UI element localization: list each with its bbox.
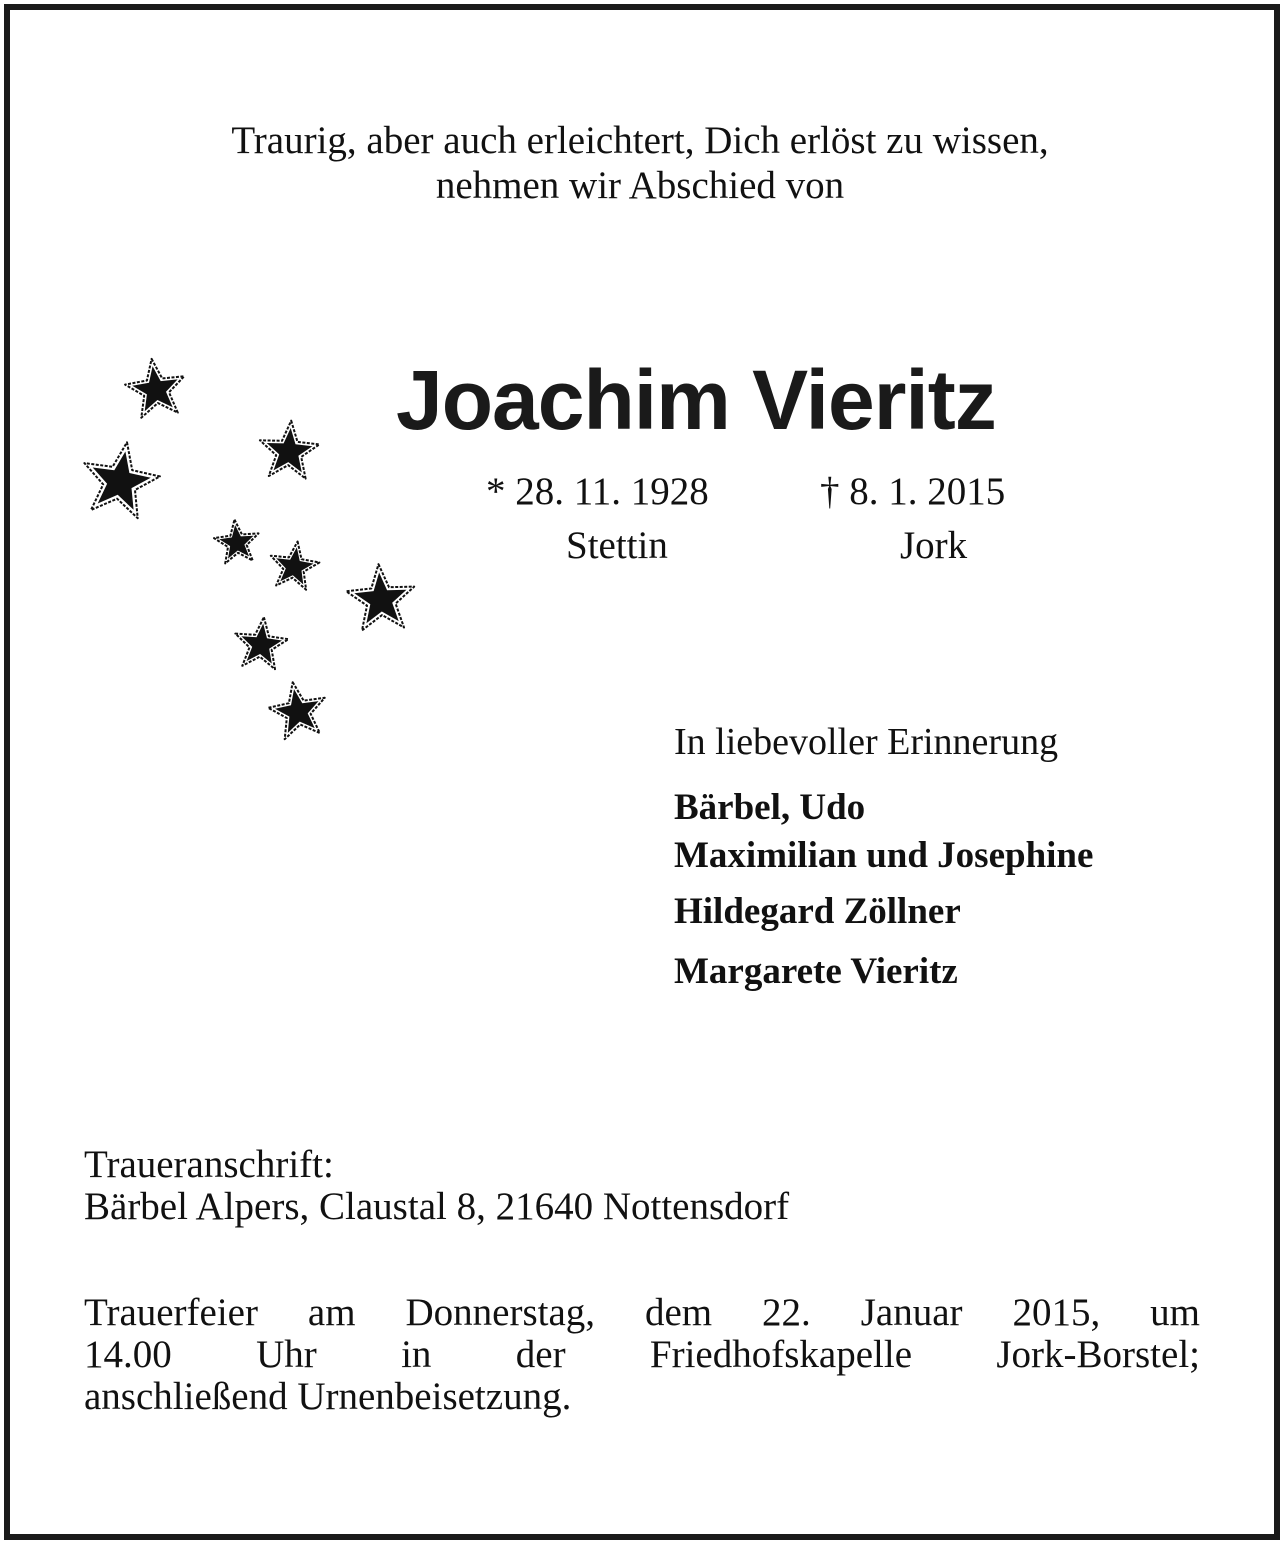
intro-line-1: Traurig, aber auch erleichtert, Dich erlöst zu wissen, bbox=[231, 119, 1049, 162]
address-value: Bärbel Alpers, Claustal 8, 21640 Nottensdorf bbox=[84, 1185, 790, 1228]
address-label: Traueranschrift: bbox=[84, 1143, 334, 1186]
mourner-name: Hildegard Zöllner bbox=[674, 891, 961, 932]
mourner-name: Bärbel, Udo bbox=[674, 787, 866, 828]
intro-text bbox=[0, 118, 1280, 208]
deceased-name: Joachim Vieritz bbox=[396, 353, 996, 447]
service-line-3: anschließend Urnenbeisetzung. bbox=[84, 1375, 572, 1418]
mourning-address bbox=[84, 1144, 789, 1228]
service-line-1: Trauerfeier am Donnerstag, dem 22. Januar 2015, um bbox=[84, 1291, 1200, 1334]
mourner-name: Maximilian und Josephine bbox=[674, 835, 1094, 876]
death-place: Jork bbox=[900, 524, 968, 567]
service-line-2: 14.00 Uhr in der Friedhofskapelle Jork-Borstel; bbox=[84, 1333, 1200, 1376]
death-date: † 8. 1. 2015 bbox=[820, 470, 1006, 513]
funeral-service-info bbox=[84, 1292, 1200, 1418]
birth-date: * 28. 11. 1928 bbox=[486, 470, 709, 513]
remembrance-heading: In liebevoller Erinnerung bbox=[674, 721, 1059, 763]
birth-place: Stettin bbox=[566, 524, 668, 567]
mourner-name: Margarete Vieritz bbox=[674, 951, 958, 992]
intro-line-2: nehmen wir Abschied von bbox=[435, 164, 845, 207]
